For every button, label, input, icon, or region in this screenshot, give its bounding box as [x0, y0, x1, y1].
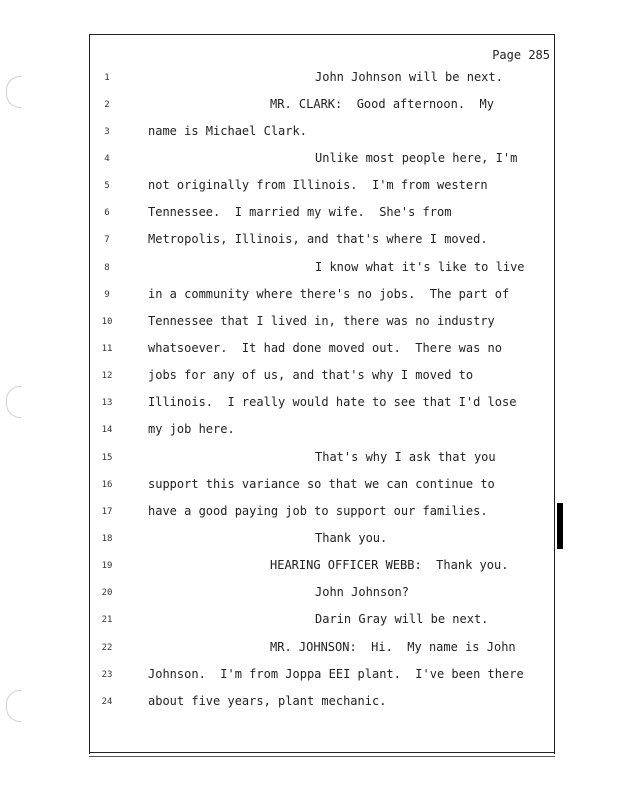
line-text: MR. CLARK: Good afternoon. My — [270, 97, 494, 111]
line-number: 7 — [104, 235, 110, 245]
line-number: 24 — [101, 697, 113, 707]
line-text: Tennessee. I married my wife. She's from — [148, 205, 452, 219]
line-text: MR. JOHNSON: Hi. My name is John — [270, 640, 516, 654]
line-number: 15 — [101, 453, 113, 463]
transcript-line — [0, 640, 618, 660]
line-text: name is Michael Clark. — [148, 124, 307, 138]
transcript-line — [0, 341, 618, 361]
transcript-line — [0, 178, 618, 198]
line-text: HEARING OFFICER WEBB: Thank you. — [270, 558, 509, 572]
transcript-line — [0, 205, 618, 225]
line-number: 16 — [101, 480, 113, 490]
line-number: 10 — [101, 317, 113, 327]
line-text: support this variance so that we can continue to — [148, 477, 495, 491]
transcript-line — [0, 504, 618, 524]
line-text: whatsoever. It had done moved out. There was no — [148, 341, 503, 355]
line-number: 23 — [101, 670, 113, 680]
line-number: 12 — [101, 371, 113, 381]
transcript-line — [0, 531, 618, 551]
transcript-line — [0, 450, 618, 470]
page-border-bottom-double — [89, 756, 555, 757]
transcript-line — [0, 287, 618, 307]
line-text: Metropolis, Illinois, and that's where I moved. — [148, 232, 488, 246]
transcript-line — [0, 477, 618, 497]
line-number: 2 — [104, 100, 110, 110]
transcript-line — [0, 667, 618, 687]
transcript-line — [0, 232, 618, 252]
transcript-line — [0, 558, 618, 578]
line-text: John Johnson? — [315, 585, 409, 599]
line-text: have a good paying job to support our families. — [148, 504, 488, 518]
line-text: Darin Gray will be next. — [315, 612, 489, 626]
line-text: Illinois. I really would hate to see that I'd lose — [148, 395, 517, 409]
line-number: 13 — [101, 398, 113, 408]
line-text: Tennessee that I lived in, there was no industry — [148, 314, 495, 328]
line-text: Johnson. I'm from Joppa EEI plant. I've been there — [148, 667, 524, 681]
line-text: John Johnson will be next. — [315, 70, 503, 84]
line-text: jobs for any of us, and that's why I moved to — [148, 368, 474, 382]
page-number: Page 285 — [492, 48, 550, 62]
line-number: 18 — [101, 534, 113, 544]
line-text: Thank you. — [315, 531, 388, 545]
transcript-line — [0, 395, 618, 415]
line-number: 14 — [101, 425, 113, 435]
transcript-line — [0, 97, 618, 117]
page-border-top — [89, 34, 555, 35]
line-number: 17 — [101, 507, 113, 517]
line-text: That's why I ask that you — [315, 450, 496, 464]
line-number: 5 — [104, 181, 110, 191]
page-border-bottom — [89, 752, 555, 753]
line-number: 4 — [104, 154, 110, 164]
transcript-line — [0, 151, 618, 171]
transcript-line — [0, 260, 618, 280]
line-text: about five years, plant mechanic. — [148, 694, 387, 708]
transcript-line — [0, 422, 618, 442]
transcript-line — [0, 368, 618, 388]
line-text: in a community where there's no jobs. The part of — [148, 287, 510, 301]
transcript-line — [0, 694, 618, 714]
line-number: 19 — [101, 561, 113, 571]
line-number: 8 — [104, 263, 110, 273]
line-number: 1 — [104, 73, 110, 83]
transcript-line — [0, 124, 618, 144]
line-number: 3 — [104, 127, 110, 137]
line-number: 21 — [101, 615, 113, 625]
line-number: 9 — [104, 290, 110, 300]
transcript-line — [0, 70, 618, 90]
line-text: Unlike most people here, I'm — [315, 151, 518, 165]
transcript-line — [0, 585, 618, 605]
line-number: 11 — [101, 344, 113, 354]
line-text: not originally from Illinois. I'm from western — [148, 178, 488, 192]
line-number: 6 — [104, 208, 110, 218]
transcript-line — [0, 612, 618, 632]
line-number: 22 — [101, 643, 113, 653]
line-number: 20 — [101, 588, 113, 598]
transcript-line — [0, 314, 618, 334]
line-text: I know what it's like to live — [315, 260, 525, 274]
line-text: my job here. — [148, 422, 235, 436]
